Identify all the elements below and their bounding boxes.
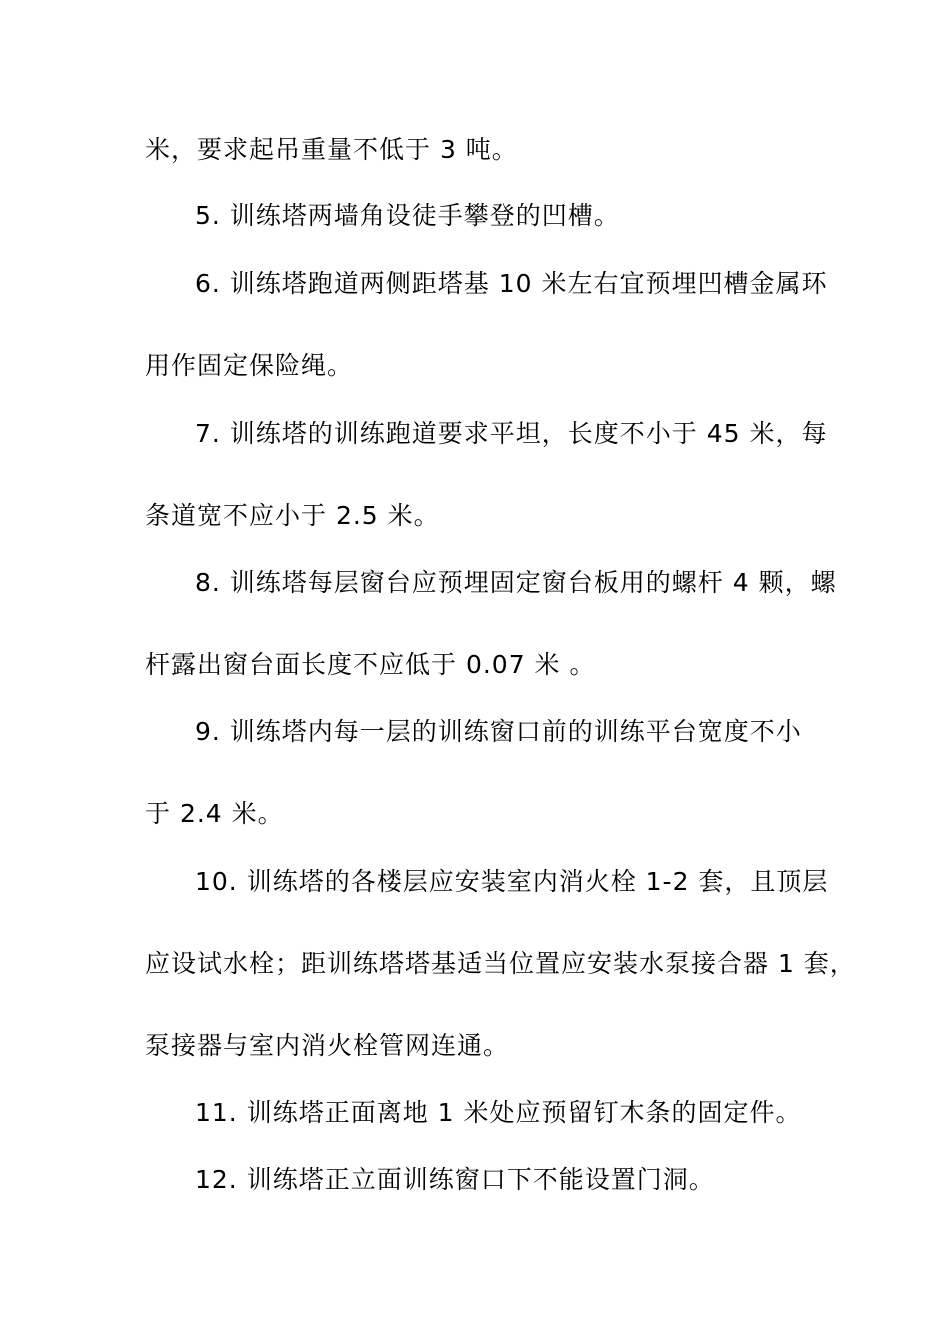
text-line-12: 应设试水栓；距训练塔塔基适当位置应安装水泵接合器 1 套，	[145, 949, 856, 978]
text-line-5: 7. 训练塔的训练跑道要求平坦，长度不小于 45 米，每	[195, 419, 828, 448]
text-line-4: 用作固定保险绳。	[145, 351, 354, 380]
text-line-6: 条道宽不应小于 2.5 米。	[145, 501, 440, 530]
text-line-7: 8. 训练塔每层窗台应预埋固定窗台板用的螺杆 4 颗，螺	[195, 568, 837, 597]
text-line-14: 11. 训练塔正面离地 1 米处应预留钉木条的固定件。	[195, 1098, 802, 1127]
text-line-2: 5. 训练塔两墙角设徒手攀登的凹槽。	[195, 201, 620, 230]
text-line-9: 9. 训练塔内每一层的训练窗口前的训练平台宽度不小	[195, 717, 802, 746]
text-line-11: 10. 训练塔的各楼层应安装室内消火栓 1-2 套，且顶层	[195, 867, 829, 896]
text-line-13: 泵接器与室内消火栓管网连通。	[145, 1031, 510, 1060]
text-line-1: 米，要求起吊重量不低于 3 吨。	[145, 135, 518, 164]
text-line-15: 12. 训练塔正立面训练窗口下不能设置门洞。	[195, 1165, 715, 1194]
text-line-3: 6. 训练塔跑道两侧距塔基 10 米左右宜预埋凹槽金属环	[195, 269, 828, 298]
text-line-10: 于 2.4 米。	[145, 799, 284, 828]
text-line-8: 杆露出窗台面长度不应低于 0.07 米 。	[145, 650, 596, 679]
